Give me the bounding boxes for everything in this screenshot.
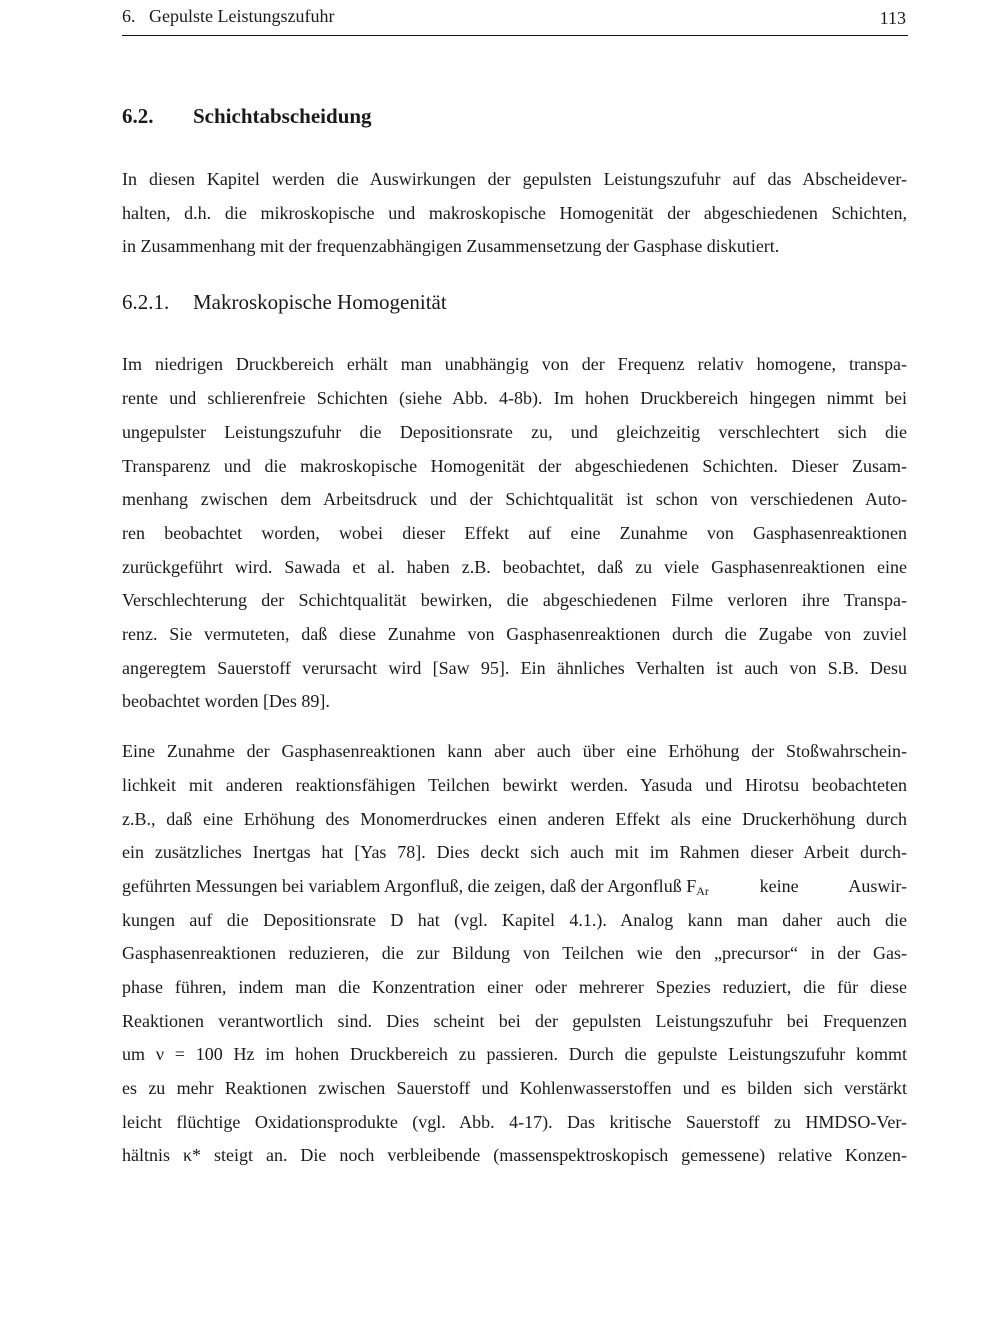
text-line: menhang zwischen dem Arbeitsdruck und der Schichtqualität ist schon von verschiedenen Auto-	[122, 489, 907, 509]
text-line: ren beobachtet worden, wobei dieser Effekt auf eine Zunahme von Gasphasenreaktionen	[122, 523, 907, 543]
text-line: rente und schlierenfreie Schichten (siehe Abb. 4-8b). Im hohen Druckbereich hingegen nimmt bei	[122, 388, 907, 408]
text-line: renz. Sie vermuteten, daß diese Zunahme von Gasphasenreaktionen durch die Zugabe von zuviel	[122, 624, 907, 644]
text-line: z.B., daß eine Erhöhung des Monomerdruckes einen anderen Effekt als eine Druckerhöhung durch	[122, 809, 907, 829]
subsection-heading	[122, 290, 447, 315]
section-heading	[122, 104, 372, 129]
text-line: In diesen Kapitel werden die Auswirkungen der gepulsten Leistungszufuhr auf das Abscheidever-	[122, 169, 907, 189]
text-line: es zu mehr Reaktionen zwischen Sauerstoff und Kohlenwasserstoffen und es bilden sich verstärkt	[122, 1078, 907, 1098]
text-segment: keine Auswir-	[708, 876, 907, 896]
text-line: in Zusammenhang mit der frequenzabhängigen Zusammensetzung der Gasphase diskutiert.	[122, 236, 780, 256]
text-line: Gasphasenreaktionen reduzieren, die zur Bildung von Teilchen wie den „precursor“ in der Gas-	[122, 943, 907, 963]
text-line-with-subscript	[122, 875, 907, 897]
text-line: hältnis κ* steigt an. Die noch verbleibende (massenspektroskopisch gemessene) relative Konzen-	[122, 1145, 907, 1165]
text-line: Im niedrigen Druckbereich erhält man unabhängig von der Frequenz relativ homogene, transpa-	[122, 354, 907, 374]
text-line: Reaktionen verantwortlich sind. Dies scheint bei der gepulsten Leistungszufuhr bei Frequenzen	[122, 1011, 907, 1031]
text-line: halten, d.h. die mikroskopische und makroskopische Homogenität der abgeschiedenen Schichten,	[122, 203, 907, 223]
text-line: zurückgeführt wird. Sawada et al. haben z.B. beobachtet, daß zu viele Gasphasenreaktionen eine	[122, 557, 907, 577]
text-line: Verschlechterung der Schichtqualität bewirken, die abgeschiedenen Filme verloren ihre Transpa-	[122, 590, 907, 610]
chapter-number: 6.	[122, 6, 136, 26]
text-segment: geführten Messungen bei variablem Argonfluß, die zeigen, daß der Argonfluß F	[122, 876, 697, 896]
running-head-chapter	[122, 6, 334, 27]
text-line: angeregtem Sauerstoff verursacht wird [Saw 95]. Ein ähnliches Verhalten ist auch von S.B. Desu	[122, 658, 907, 678]
text-line: phase führen, indem man die Konzentration einer oder mehrerer Spezies reduziert, die für diese	[122, 977, 907, 997]
page-number: 113	[879, 8, 906, 28]
text-line: Transparenz und die makroskopische Homogenität der abgeschiedenen Schichten. Dieser Zusam-	[122, 456, 907, 476]
section-number: 6.2.	[122, 104, 154, 128]
running-head	[122, 4, 908, 36]
text-line: um ν = 100 Hz im hohen Druckbereich zu passieren. Durch die gepulste Leistungszufuhr kommt	[122, 1044, 907, 1064]
subscript-ar: Ar	[696, 884, 709, 898]
text-line: ungepulster Leistungszufuhr die Depositionsrate zu, und gleichzeitig verschlechtert sich die	[122, 422, 907, 442]
chapter-title: Gepulste Leistungszufuhr	[149, 6, 335, 26]
subsection-title: Makroskopische Homogenität	[193, 290, 447, 314]
text-line: leicht flüchtige Oxidationsprodukte (vgl. Abb. 4-17). Das kritische Sauerstoff zu HMDSO-Ver-	[122, 1112, 907, 1132]
section-title: Schichtabscheidung	[193, 104, 372, 128]
text-line: Eine Zunahme der Gasphasenreaktionen kann aber auch über eine Erhöhung der Stoßwahrschein-	[122, 741, 907, 761]
text-line: kungen auf die Depositionsrate D hat (vgl. Kapitel 4.1.). Analog kann man daher auch die	[122, 910, 907, 930]
subsection-number: 6.2.1.	[122, 290, 170, 314]
text-line: beobachtet worden [Des 89].	[122, 691, 330, 711]
text-line: ein zusätzliches Inertgas hat [Yas 78]. Dies deckt sich auch mit im Rahmen dieser Arbeit durch-	[122, 842, 907, 862]
text-line: lichkeit mit anderen reaktionsfähigen Teilchen bewirkt werden. Yasuda und Hirotsu beobachteten	[122, 775, 907, 795]
